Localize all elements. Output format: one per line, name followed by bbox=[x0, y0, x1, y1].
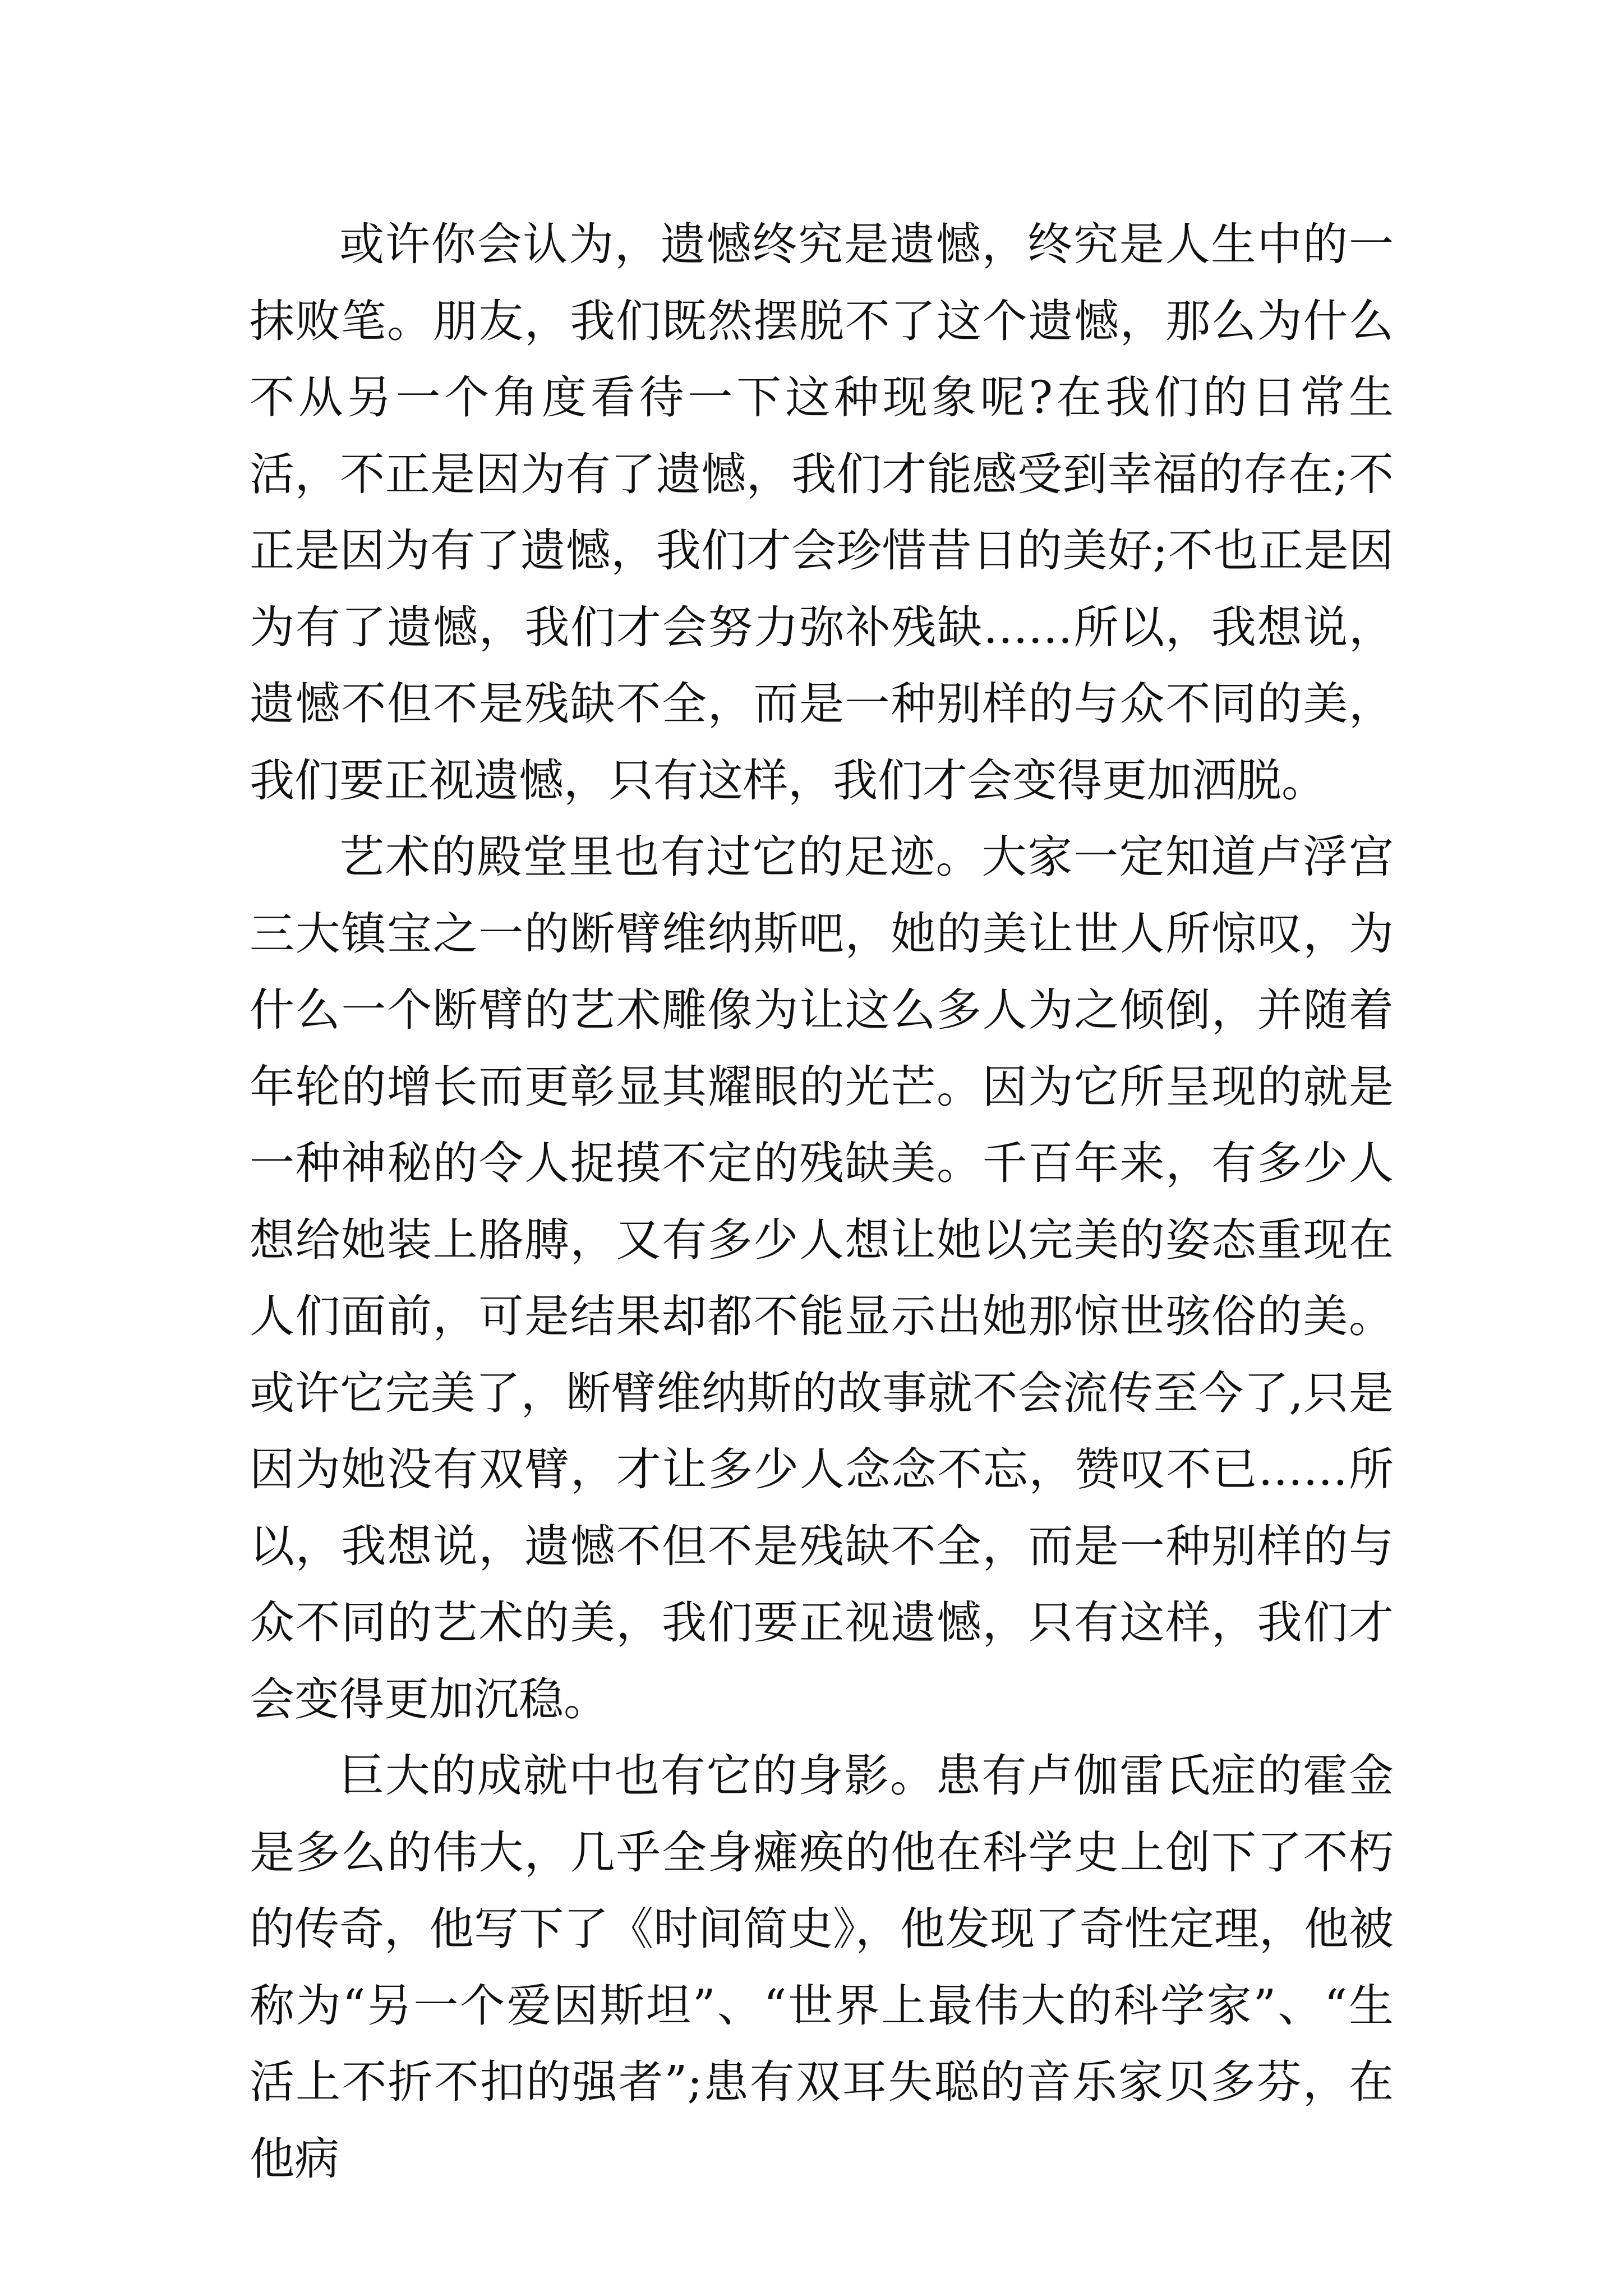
essay-body bbox=[250, 206, 1394, 2197]
paragraph-great-achievements: 巨大的成就中也有它的身影。患有卢伽雷氏症的霍金是多么的伟大，几乎全身瘫痪的他在科学史上创下了不朽的传奇，他写下了《时间简史》，他发现了奇性定理，他被称为“另一个爱因斯坦”、“世界上最伟大的科学家”、“生活上不折不扣的强者”;患有双耳失聪的音乐家贝多芬，在他病 bbox=[250, 1750, 1394, 2185]
paragraph-venus-art: 艺术的殿堂里也有过它的足迹。大家一定知道卢浮宫三大镇宝之一的断臂维纳斯吧，她的美让世人所惊叹，为什么一个断臂的艺术雕像为让这么多人为之倾倒，并随着年轮的增长而更彰显其耀眼的光芒。因为它所呈现的就是一种神秘的令人捉摸不定的残缺美。千百年来，有多少人想给她装上胳膊，又有多少人想让她以完美的姿态重现在人们面前，可是结果却都不能显示出她那惊世骇俗的美。或许它完美了，断臂维纳斯的故事就不会流传至今了,只是因为她没有双臂，才让多少人念念不忘，赞叹不已……所以，我想说，遗憾不但不是残缺不全，而是一种别样的与众不同的艺术的美，我们要正视遗憾，只有这样，我们才会变得更加沉稳。 bbox=[250, 831, 1394, 1726]
paragraph-regret-perspective: 或许你会认为，遗憾终究是遗憾，终究是人生中的一抹败笔。朋友，我们既然摆脱不了这个遗憾，那么为什么不从另一个角度看待一下这种现象呢?在我们的日常生活，不正是因为有了遗憾，我们才能感受到幸福的存在;不正是因为有了遗憾，我们才会珍惜昔日的美好;不也正是因为有了遗憾，我们才会努力弥补残缺……所以，我想说，遗憾不但不是残缺不全，而是一种别样的与众不同的美，我们要正视遗憾，只有这样，我们才会变得更加洒脱。 bbox=[250, 218, 1394, 807]
